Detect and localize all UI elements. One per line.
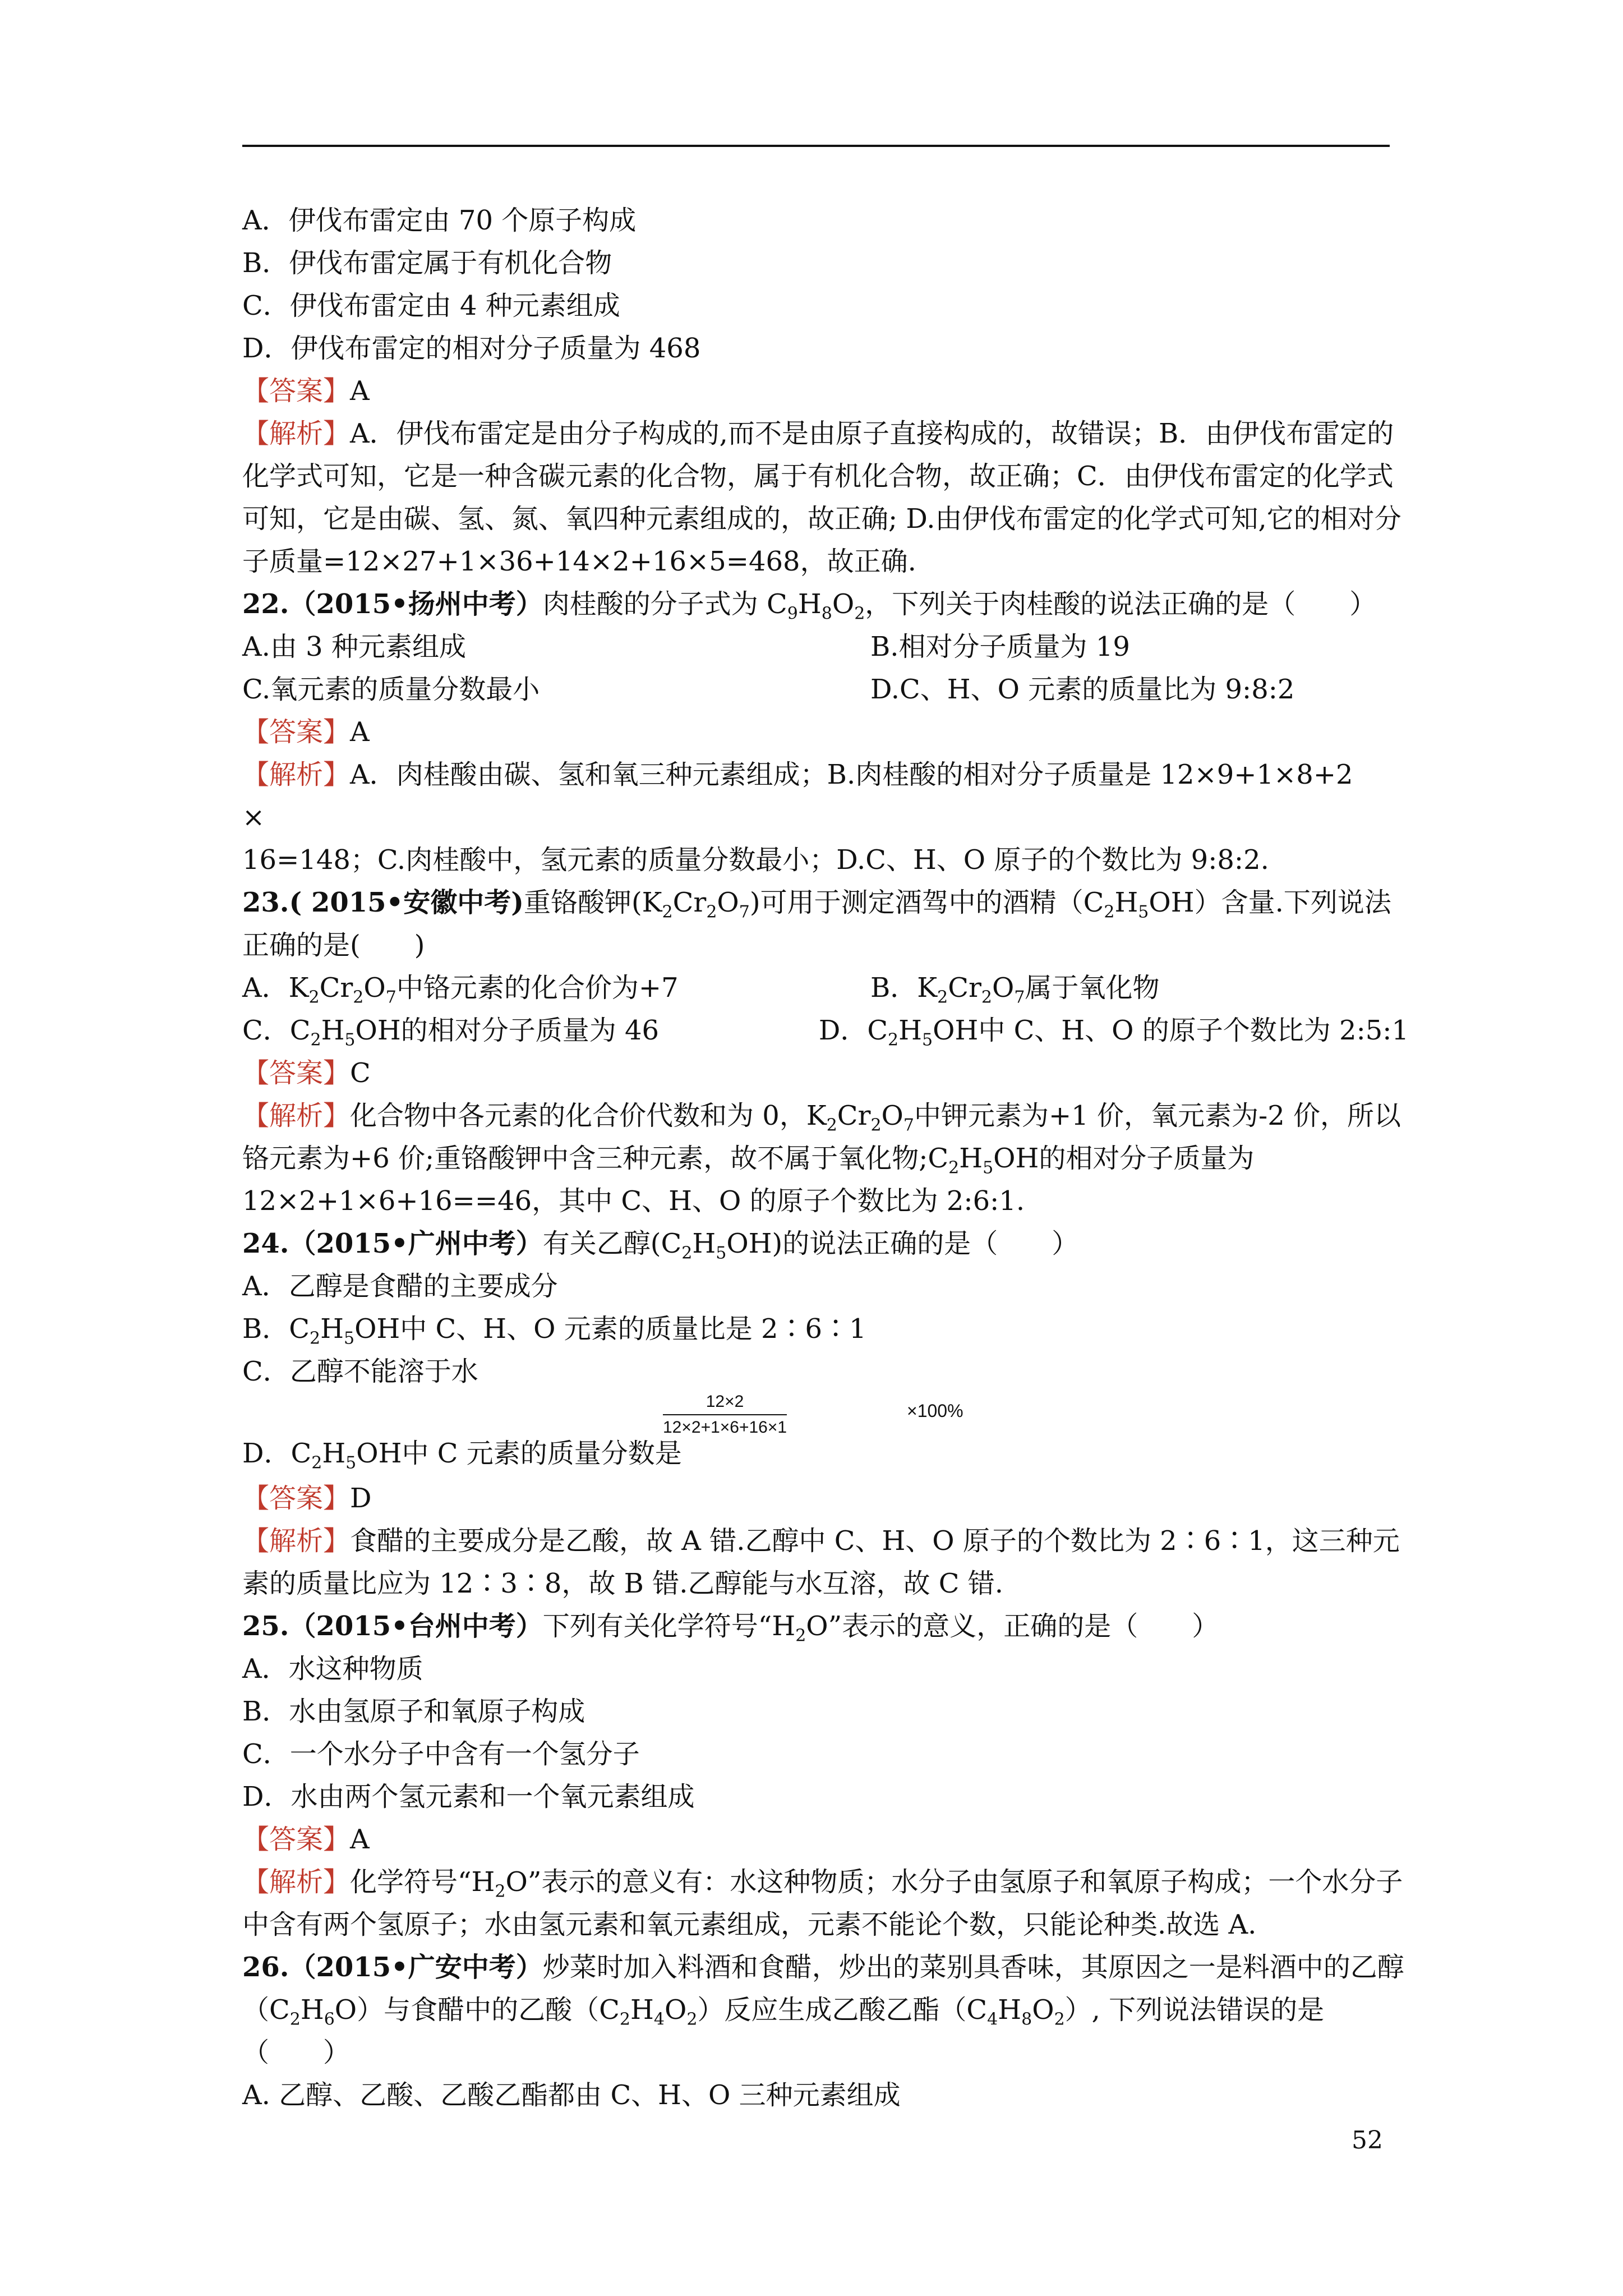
q22-analysis-1: [242, 753, 1409, 796]
answer-tag: 【答案】: [242, 1057, 351, 1089]
q23-stem: 23.( 2015•安徽中考)重铬酸钾$(K_2Cr_2O_7)$可用于测定酒驾中的酒精$(C_2H_5OH)$含量.下列说法正确的是( ): [242, 887, 1391, 961]
question-text: ，下列关于肉桂酸的说法正确的是（ ）: [865, 588, 1377, 620]
answer-value: C: [350, 1057, 371, 1089]
analysis-tag: 【解析】: [242, 418, 351, 449]
q21-analysis: [242, 412, 1409, 583]
analysis-text: 中钾元素为+1 价，氧元素为-2 价，所以铬元素为+6 价;重铬酸钾中含三种元素，故不属于氧化物;: [242, 1100, 1401, 1174]
q24-option-c: C．乙醇不能溶于水: [242, 1356, 478, 1387]
q22-options-ab: [242, 625, 1409, 668]
q24-option-d: [242, 1393, 1409, 1477]
answer-value: A: [350, 1824, 370, 1855]
question-text: )的说法正确的是（ ）: [772, 1228, 1079, 1259]
q22-options-cd: [242, 668, 1409, 711]
fraction-denominator: 12×2+1×6+16×1: [663, 1418, 787, 1437]
q25-stem: 25.（2015•台州中考）下列有关化学符号“$H_2O$”表示的意义，正确的是（ ）: [242, 1611, 1219, 1646]
answer-value: D: [350, 1483, 372, 1514]
q21-option-a: A．伊伐布雷定由 70 个原子构成: [242, 205, 637, 236]
q23-option-c: C．$C_2H_5OH$的相对分子质量为 46: [242, 1015, 660, 1050]
analysis-text: 化合物中各元素的化合价代数和为 0，: [350, 1100, 806, 1131]
q26-stem: 26.（2015•广安中考）炒菜时加入料酒和食醋，炒出的菜别具香味，其原因之一是料酒中的乙醇$(C_2H_6O)$与食醋中的乙酸$(C_2H_4O_2)$反应生成乙酸乙酯$(C_4H_8O_2)$, 下列说法错误的是（ ）: [242, 1952, 1404, 2068]
page-content: [242, 199, 1409, 2116]
q24-analysis: [242, 1520, 1409, 1605]
question-source: （2015•扬州中考）: [289, 588, 543, 620]
question-text: 可用于测定酒驾中的酒精（: [760, 887, 1083, 918]
q25-option-a: A．水这种物质: [242, 1653, 423, 1685]
question-number: 26.: [242, 1952, 289, 1983]
analysis-text: A．伊伐布雷定是由分子构成的,而不是由原子直接构成的，故错误；B．由伊伐布雷定的化学式可知，它是一种含碳元素的化合物，属于有机化合物，故正确；C．由伊伐布雷定的化学式可知，它是由碳、氢、氮、氧四种元素组成的，故正确; D.由伊伐布雷定的化学式可知,它的相对分子质量=12×27+1×36+14×2+16×5=468，故正确.: [242, 418, 1401, 577]
answer-value: A: [350, 375, 370, 407]
q22-analysis-2: ×: [242, 802, 265, 833]
analysis-tag: 【解析】: [242, 1866, 351, 1898]
answer-tag: 【答案】: [242, 375, 351, 407]
q22-stem: 22.（2015•扬州中考）肉桂酸的分子式为 $C_9H_8O_2$，下列关于肉桂酸的说法正确的是（ ）: [242, 588, 1377, 624]
question-text: 下列有关化学符号“H: [542, 1611, 796, 1642]
q25-option-c: C．一个水分子中含有一个氢分子: [242, 1738, 640, 1770]
q24-stem: 24.（2015•广州中考）有关乙醇$(C_2H_5OH)$的说法正确的是（ ）: [242, 1228, 1079, 1263]
q23-options-ab: [242, 967, 1409, 1009]
analysis-text: 食醋的主要成分是乙酸，故 A 错.乙醇中 C、H、O 原子的个数比为 2∶6∶1，这三种元素的质量比应为 12∶3∶8，故 B 错.乙醇能与水互溶，故 C 错.: [242, 1525, 1400, 1599]
answer-tag: 【答案】: [242, 1824, 351, 1855]
question-source: ( 2015•安徽中考): [289, 887, 524, 918]
analysis-text: O”表示的意义有：水这种物质；水分子由氢原子和氧原子构成；一个水分子中含有两个氢原子；水由氢元素和氧元素组成，元素不能论个数，只能论种类.故选 A.: [242, 1866, 1403, 1940]
question-text: 重铬酸钾: [523, 887, 631, 918]
q22-option-b: B.相对分子质量为 19: [870, 631, 1130, 662]
answer-tag: 【答案】: [242, 1483, 351, 1514]
question-text: ）反应生成乙酸乙酯（: [697, 1994, 967, 2026]
analysis-tag: 【解析】: [242, 759, 351, 790]
q22-option-c: C.氧元素的质量分数最小: [242, 674, 540, 705]
q23-option-a: A．$K_2Cr_2O_7$中铬元素的化合价为+7: [242, 972, 679, 1007]
analysis-tag: 【解析】: [242, 1525, 351, 1557]
question-source: （2015•广州中考）: [289, 1228, 543, 1259]
q25-analysis: 【解析】化学符号“$H_2O$”表示的意义有：水这种物质；水分子由氢原子和氧原子构成；一个水分子中含有两个氢原子；水由氢元素和氧元素组成，元素不能论个数，只能论种类.故选 A.: [242, 1866, 1403, 1940]
q21-answer: [242, 370, 1409, 412]
analysis-tag: 【解析】: [242, 1100, 351, 1131]
question-text: O”表示的意义，正确的是（ ）: [806, 1611, 1219, 1642]
header-rule: [242, 145, 1390, 147]
q23-answer: [242, 1052, 1409, 1094]
question-text: ）, 下列说法错误的是（ ）: [242, 1994, 1325, 2068]
q23-options-cd: [242, 1009, 1409, 1052]
q25-answer: [242, 1818, 1409, 1861]
question-source: （2015•台州中考）: [289, 1611, 543, 1642]
q22-option-d: D.C、H、O 元素的质量比为 9:8:2: [870, 674, 1295, 705]
q21-option-d: D．伊伐布雷定的相对分子质量为 468: [242, 333, 701, 364]
question-number: 25.: [242, 1611, 289, 1642]
question-source: （2015•广安中考）: [289, 1952, 543, 1983]
answer-tag: 【答案】: [242, 716, 351, 748]
question-text: 炒菜时加入料酒和食醋，炒出的菜别具香味，其原因之一是料酒中的乙醇（: [242, 1952, 1404, 2026]
analysis-text: A．肉桂酸由碳、氢和氧三种元素组成；B.肉桂酸的相对分子质量是 12×9+1×8+2: [350, 759, 1353, 790]
question-number: 22.: [242, 588, 289, 620]
page-number: 52: [1352, 2126, 1383, 2155]
q24-option-d-text: D．$C_2H_5OH$中 C 元素的质量分数是: [242, 1438, 682, 1473]
q21-option-c: C．伊伐布雷定由 4 种元素组成: [242, 290, 620, 321]
question-number: 23.: [242, 887, 289, 918]
analysis-text: 的相对分子质量为 12×2+1×6+16==46，其中 C、H、O 的原子个数比为 2:6:1.: [242, 1143, 1255, 1217]
q26-option-a: A. 乙醇、乙酸、乙酸乙酯都由 C、H、O 三种元素组成: [242, 2079, 901, 2111]
q24-option-b: B．$C_2H_5OH$中 C、H、O 元素的质量比是 2∶6∶1: [242, 1313, 866, 1349]
answer-value: A: [350, 716, 370, 748]
q23-analysis: 【解析】化合物中各元素的化合价代数和为 0，$K_2Cr_2O_7$中钾元素为+1 价，氧元素为-2 价，所以铬元素为+6 价;重铬酸钾中含三种元素，故不属于氧化物$;C_2H_5OH$的相对分子质量为 12×2+1×6+16==46，其中 C、H、O 的原子个数比为 2:6:1.: [242, 1100, 1401, 1217]
q22-answer: [242, 711, 1409, 753]
question-text: ）含量.下列说法正确的是( ): [242, 887, 1391, 961]
q21-option-b: B．伊伐布雷定属于有机化合物: [242, 247, 612, 279]
q23-option-b: B．$K_2Cr_2O_7$属于氧化物: [870, 972, 1160, 1007]
fraction-suffix: ×100%: [907, 1401, 963, 1421]
q22-analysis-3: 16=148；C.肉桂酸中，氢元素的质量分数最小；D.C、H、O 原子的个数比为 9:8:2.: [242, 844, 1269, 876]
fraction-numerator: 12×2: [663, 1389, 787, 1415]
q23-option-d: D．$C_2H_5OH$中 C、H、O 的原子个数比为 2:5:1: [818, 1015, 1409, 1050]
q24-option-a: A．乙醇是食醋的主要成分: [242, 1271, 558, 1302]
question-text: 肉桂酸的分子式为 C: [542, 588, 787, 620]
q25-option-d: D．水由两个氢元素和一个氧元素组成: [242, 1781, 695, 1812]
question-text: 有关乙醇(: [542, 1228, 661, 1259]
analysis-text: 化学符号“H: [350, 1866, 495, 1898]
question-number: 24.: [242, 1228, 289, 1259]
q22-option-a: A.由 3 种元素组成: [242, 631, 466, 662]
q24-answer: [242, 1477, 1409, 1520]
question-text: ）与食醋中的乙酸（: [357, 1994, 600, 2026]
q25-option-b: B．水由氢原子和氧原子构成: [242, 1696, 585, 1727]
